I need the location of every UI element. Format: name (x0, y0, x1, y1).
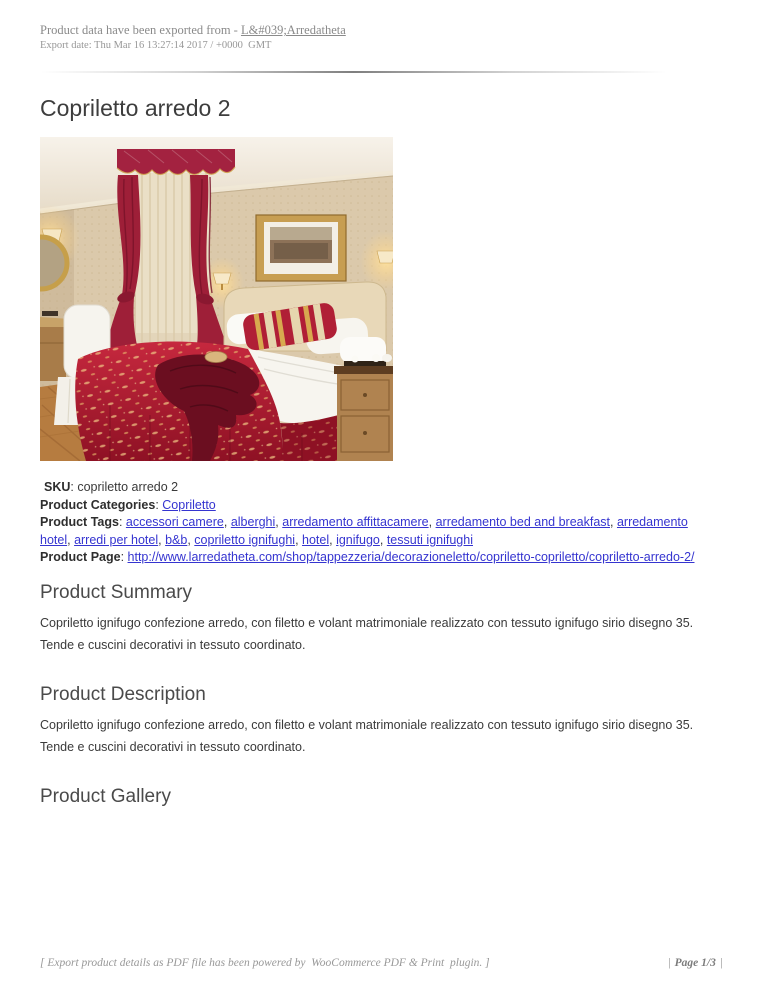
page-title: Copriletto arredo 2 (40, 95, 231, 121)
body-line: Tende e cuscini decorativi in tessuto coordinato. (40, 637, 306, 652)
product-details (40, 479, 714, 567)
section-heading: Product Description (40, 683, 206, 705)
header-divider (40, 71, 667, 73)
section-body (40, 714, 714, 758)
nightstand (334, 354, 393, 461)
category-link[interactable]: Copriletto (162, 497, 216, 512)
export-source-line (40, 23, 714, 38)
colon-separator: : (120, 550, 128, 565)
categories-label: Product Categories (40, 497, 156, 512)
body-line: Copriletto ignifugo confezione arredo, con filetto e volant matrimoniale realizzato con tessuto ignifugo sirio disegno 35. (40, 717, 694, 732)
product-tag-link[interactable]: b&b (165, 532, 188, 547)
bedroom-photo-illustration (40, 137, 393, 461)
arredatheta-link[interactable]: L&#039;Arredatheta (240, 23, 346, 37)
product-page-link[interactable]: http://www.larredatheta.com/shop/tappezzeria/decorazioneletto/copriletto-copriletto/copriletto-arredo-2/ (127, 550, 695, 565)
pdf-footer (40, 957, 727, 969)
export-date-line: Export date: Thu Mar 16 13:27:14 2017 / +0000 GMT (40, 40, 272, 51)
footer-pipe: | (667, 957, 671, 969)
product-tag-link[interactable]: arredamento hotel (40, 515, 688, 547)
section-body (40, 612, 714, 656)
product-tag-link[interactable]: alberghi (230, 515, 276, 530)
product-tag-link[interactable]: hotel (302, 532, 330, 547)
section-heading: Product Summary (40, 581, 193, 603)
footer-plugin-credit: [ Export product details as PDF file has been powered by WooCommerce PDF & Print plugin. ] (40, 957, 490, 969)
tags-label: Product Tags (40, 515, 119, 530)
product-tag-link[interactable]: arredamento affittacamere (282, 515, 429, 530)
sections (40, 581, 714, 808)
product-tag-link[interactable]: copriletto ignifughi (194, 532, 296, 547)
footer-pipe: | (719, 957, 723, 969)
section-product-description (40, 683, 714, 758)
tags-line (40, 514, 714, 549)
sku-label: SKU (44, 480, 71, 495)
page-counter: Page 1/3 (674, 957, 716, 969)
colon-separator: : (155, 497, 163, 512)
section-product-gallery (40, 785, 714, 808)
product-tags-list: accessori camere, alberghi, arredamento affittacamere, arredamento bed and breakfast, arredamento hotel, arredi per hotel, b&b, copriletto ignifughi, hotel, ignifugo, tessuti ignifughi (40, 515, 688, 547)
footer-page-number (663, 957, 727, 969)
product-page-line (40, 549, 714, 567)
framed-picture (256, 215, 346, 281)
sku-value: : copriletto arredo 2 (70, 480, 179, 495)
product-tag-link[interactable]: arredi per hotel (74, 532, 159, 547)
section-heading: Product Gallery (40, 785, 171, 807)
export-source-text: Product data have been exported from - (40, 23, 241, 37)
categories-line (40, 497, 714, 515)
section-product-summary (40, 581, 714, 656)
body-line: Copriletto ignifugo confezione arredo, con filetto e volant matrimoniale realizzato con tessuto ignifugo sirio disegno 35. (40, 615, 694, 630)
product-page-label: Product Page (40, 550, 121, 565)
product-tag-link[interactable]: tessuti ignifughi (386, 532, 473, 547)
product-tag-link[interactable]: ignifugo (336, 532, 380, 547)
product-tag-link[interactable]: accessori camere (125, 515, 224, 530)
body-line: Tende e cuscini decorativi in tessuto coordinato. (40, 739, 306, 754)
pdf-header (40, 0, 714, 52)
sku-line (40, 479, 714, 497)
product-photo (40, 137, 393, 461)
colon-separator: : (118, 515, 126, 530)
product-tag-link[interactable]: arredamento bed and breakfast (435, 515, 610, 530)
